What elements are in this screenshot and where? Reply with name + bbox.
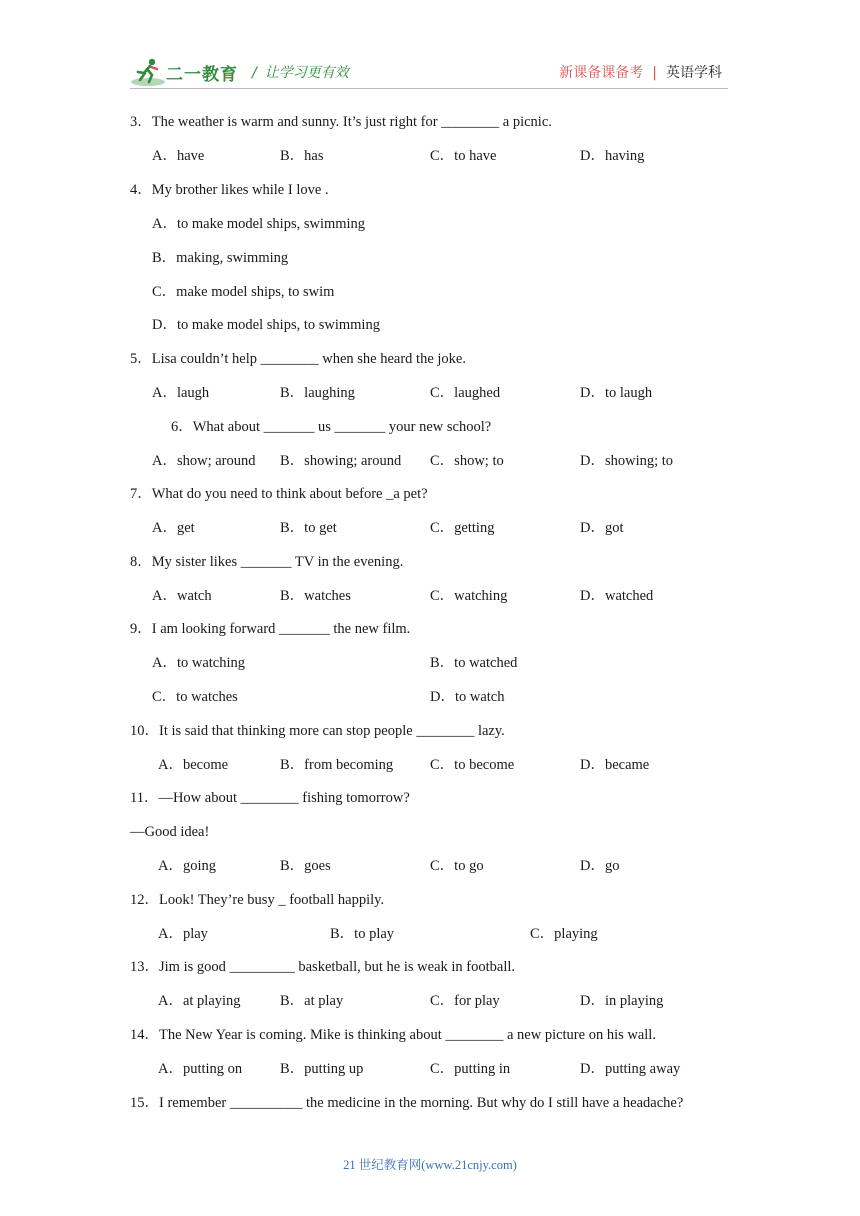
option-11b: B．goes: [280, 858, 331, 874]
option-7c: C．getting: [430, 520, 495, 536]
question-8: 8．My sister likes _______ TV in the evening.: [130, 554, 404, 570]
option-8b: B．watches: [280, 588, 351, 604]
option-12b: B．to play: [330, 926, 395, 942]
option-11d: D．go: [580, 858, 620, 874]
question-13: 13．Jim is good _________ basketball, but he is weak in football.: [130, 959, 516, 975]
option-9d: D．to watch: [430, 689, 505, 705]
question-3: 3．The weather is warm and sunny. It’s just right for ________ a picnic.: [130, 114, 552, 130]
option-12c: C．playing: [530, 926, 598, 942]
slogan-text: 让学习更有效: [264, 65, 349, 81]
question-11: 11．—How about ________ fishing tomorrow?: [130, 790, 410, 806]
option-13c: C．for play: [430, 993, 500, 1009]
page-footer: 21 世纪教育网(www.21cnjy.com): [343, 1158, 517, 1172]
option-4d: D．to make model ships, to swimming: [152, 317, 380, 333]
brand-logo: [130, 56, 242, 88]
option-6c: C．show; to: [430, 453, 504, 469]
header-divider: [130, 88, 728, 89]
runner-icon: [130, 56, 166, 88]
option-10a: A．become: [158, 757, 229, 773]
slogan: / 让学习更有效: [252, 65, 349, 81]
option-6b: B．showing; around: [280, 453, 402, 469]
question-4: 4．My brother likes while I love .: [130, 182, 329, 198]
option-5a: A．laugh: [152, 385, 210, 401]
option-8c: C．watching: [430, 588, 508, 604]
option-4a: A．to make model ships, swimming: [152, 216, 366, 232]
question-7: 7．What do you need to think about before _a pet?: [130, 486, 428, 502]
question-11-reply: —Good idea!: [130, 824, 210, 840]
option-13d: D．in playing: [580, 993, 664, 1009]
question-10: 10．It is said that thinking more can stop people ________ lazy.: [130, 723, 505, 739]
option-4c: C．make model ships, to swim: [152, 284, 335, 300]
option-8d: D．watched: [580, 588, 654, 604]
option-7b: B．to get: [280, 520, 337, 536]
option-10b: B．from becoming: [280, 757, 394, 773]
question-9: 9．I am looking forward _______ the new film.: [130, 621, 411, 637]
option-3d: D．having: [580, 148, 645, 164]
option-3c: C．to have: [430, 148, 497, 164]
option-4b: B．making, swimming: [152, 250, 289, 266]
option-3b: B．has: [280, 148, 324, 164]
option-6a: A．show; around: [152, 453, 256, 469]
option-14d: D．putting away: [580, 1061, 681, 1077]
option-14a: A．putting on: [158, 1061, 243, 1077]
question-5: 5．Lisa couldn’t help ________ when she heard the joke.: [130, 351, 466, 367]
option-14b: B．putting up: [280, 1061, 364, 1077]
tagline-subject: 英语学科: [666, 65, 722, 81]
option-13a: A．at playing: [158, 993, 241, 1009]
option-7a: A．get: [152, 520, 195, 536]
question-14: 14．The New Year is coming. Mike is thinking about ________ a new picture on his wall.: [130, 1027, 656, 1043]
option-5d: D．to laugh: [580, 385, 653, 401]
question-12: 12．Look! They’re busy _ football happily.: [130, 892, 385, 908]
question-15: 15．I remember __________ the medicine in the morning. But why do I still have a headache?: [130, 1095, 684, 1111]
option-5b: B．laughing: [280, 385, 355, 401]
question-6: 6．What about _______ us _______ your new school?: [171, 419, 492, 435]
brand-name: 二一教育: [166, 65, 238, 85]
tagline-course: 新课备课备考: [559, 65, 644, 81]
option-11a: A．going: [158, 858, 216, 874]
option-11c: C．to go: [430, 858, 484, 874]
option-3a: A．have: [152, 148, 205, 164]
option-9a: A．to watching: [152, 655, 246, 671]
option-7d: D．got: [580, 520, 624, 536]
option-8a: A．watch: [152, 588, 212, 604]
option-9c: C．to watches: [152, 689, 238, 705]
page-header: [0, 0, 860, 100]
option-10c: C．to become: [430, 757, 515, 773]
option-9b: B．to watched: [430, 655, 518, 671]
option-10d: D．became: [580, 757, 650, 773]
subject-tagline: 新课备课备考 | 英语学科: [559, 65, 722, 81]
option-12a: A．play: [158, 926, 208, 942]
option-5c: C．laughed: [430, 385, 501, 401]
option-6d: D．showing; to: [580, 453, 674, 469]
option-13b: B．at play: [280, 993, 344, 1009]
option-14c: C．putting in: [430, 1061, 511, 1077]
